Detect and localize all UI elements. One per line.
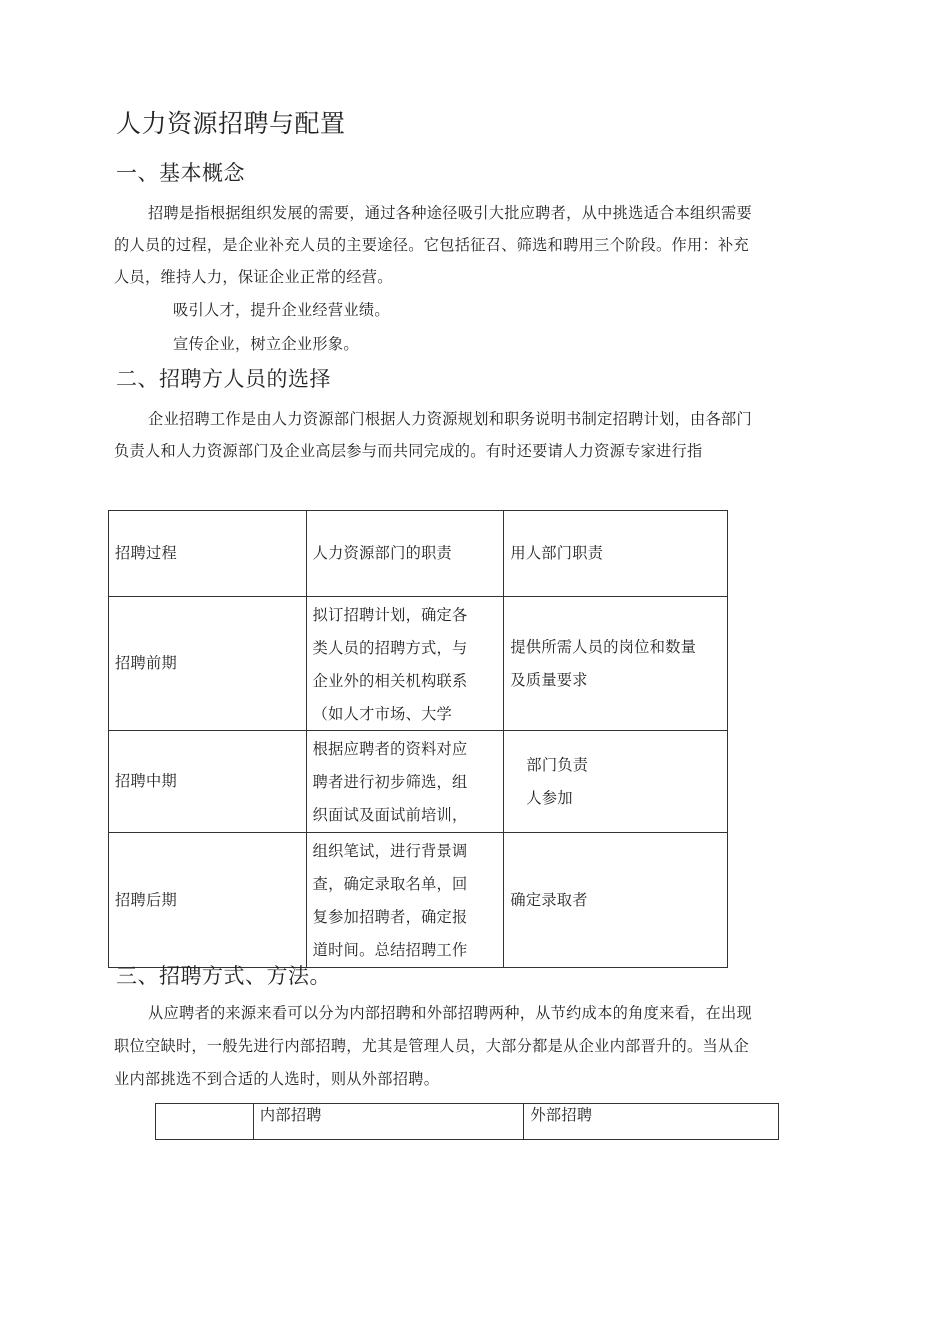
page-title: 人力资源招聘与配置 (116, 109, 346, 138)
hr-duty-line: 查，确定录取名单，回 (312, 875, 468, 893)
dept-duty-cell (504, 731, 728, 833)
dept-duty-cell (504, 833, 728, 968)
hr-duty-line: 织面试及面试前培训， (312, 806, 468, 824)
hr-duty-line: 根据应聘者的资料对应 (312, 740, 468, 758)
section1-item: 宣传企业，树立企业形象。 (173, 335, 359, 353)
stage-cell: 招聘中期 (109, 731, 307, 833)
hr-duty-cell (306, 731, 504, 833)
hr-duty-line: 企业外的相关机构联系 (312, 672, 468, 690)
section3-para-line: 从应聘者的来源来看可以分为内部招聘和外部招聘两种，从节约成本的角度来看，在出现 (148, 1004, 753, 1022)
section1-para-line: 招聘是指根据组织发展的需要，通过各种途径吸引大批应聘者，从中挑选适合本组织需要 (148, 204, 753, 222)
hr-duty-cell (306, 833, 504, 968)
table-header-row (156, 1104, 779, 1140)
section2-heading: 二、招聘方人员的选择 (116, 367, 331, 391)
hr-duty-line: 类人员的招聘方式，与 (312, 639, 468, 657)
section3-heading: 三、招聘方式、方法。 (116, 964, 331, 988)
dept-duty-line: 及质量要求 (510, 670, 588, 689)
recruitment-methods-table (155, 1103, 779, 1140)
table-row (109, 731, 728, 833)
dept-duty-line: 人参加 (526, 788, 573, 807)
dept-duty-cell (504, 597, 728, 731)
table-header-cell: 招聘过程 (109, 511, 307, 597)
hr-duty-line: 组织笔试，进行背景调 (312, 842, 468, 860)
hr-duty-line: （如人才市场、大学 (312, 705, 453, 723)
section1-item: 吸引人才，提升企业经营业绩。 (173, 301, 390, 319)
hr-duty-line: 聘者进行初步筛选，组 (312, 773, 468, 791)
recruitment-duties-table (108, 510, 728, 968)
section1-para-line: 的人员的过程，是企业补充人员的主要途径。它包括征召、筛选和聘用三个阶段。作用：补充 (114, 236, 749, 254)
section3-para-line: 业内部挑选不到合适的人选时，则从外部招聘。 (114, 1070, 440, 1088)
hr-duty-line: 复参加招聘者，确定报 (312, 908, 468, 926)
section1-para-line: 人员，维持人力，保证企业正常的经营。 (114, 268, 393, 286)
section2-para-line: 负责人和人力资源部门及企业高层参与而共同完成的。有时还要请人力资源专家进行指 (114, 442, 703, 460)
table-header-row (109, 511, 728, 597)
section2-para-line: 企业招聘工作是由人力资源部门根据人力资源规划和职务说明书制定招聘计划，由各部门 (148, 410, 753, 428)
table-header-cell: 人力资源部门的职责 (306, 511, 504, 597)
stage-cell: 招聘前期 (109, 597, 307, 731)
table-header-cell: 内部招聘 (253, 1104, 524, 1140)
table-header-cell (156, 1104, 254, 1140)
hr-duty-line: 拟订招聘计划，确定各 (312, 606, 468, 624)
table-row (109, 833, 728, 968)
stage-cell: 招聘后期 (109, 833, 307, 968)
dept-duty-line: 部门负责 (526, 755, 589, 774)
hr-duty-line: 道时间。总结招聘工作 (312, 941, 468, 959)
section1-heading: 一、基本概念 (116, 161, 245, 185)
dept-duty-line: 提供所需人员的岗位和数量 (510, 637, 697, 656)
section3-para-line: 职位空缺时，一般先进行内部招聘，尤其是管理人员，大部分都是从企业内部晋升的。当从企 (114, 1037, 749, 1055)
table-row (109, 597, 728, 731)
table-header-cell: 用人部门职责 (504, 511, 728, 597)
hr-duty-cell (306, 597, 504, 731)
dept-duty-line: 确定录取者 (510, 890, 588, 909)
table-header-cell: 外部招聘 (524, 1104, 779, 1140)
